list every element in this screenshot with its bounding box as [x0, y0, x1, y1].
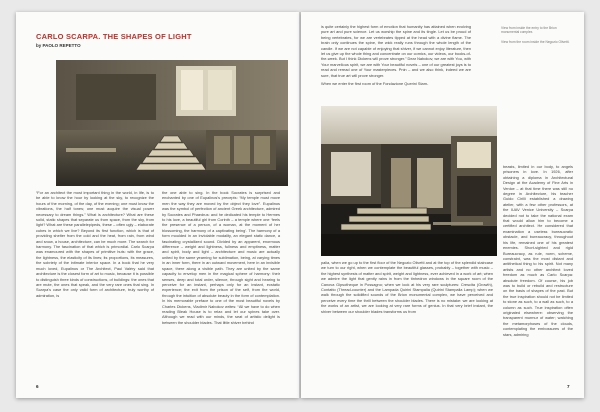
right-intro-column: is quite certainly the highest form of emotion that humanity has attained when evolving pure art and pure science. Let us worship the spine and its tingle. Let us be proud of being vertebrates, for we are vertebrates tipped at the head with a divine flame. The brain only continues the spine, the wick really runs through the whole length of the candle. If we are not capable of enjoying that shiver, if we cannot enjoy literature, then let us give up the whole thing and concentrate on our comics, our videos, our books-of-the-week. But I think Dickens will prove stronger.” Dear Nabokov, we are with You, with Your marvellous spirit, we are with Your beautiful novels – one of our greatest joys is to read and reread one of Your masterpieces. Pnin – and we also think, indeed we are sure, that true art will prove stronger. When we enter the first room of the Fondazione Querini Stam- — [321, 24, 471, 87]
staircase-photo — [56, 60, 288, 186]
right-bottom-column: palia, when we go up to the first floor of the Negozio Olivetti and at the top of the splendid staircase we turn to our right, when we contemplate the beautiful glasses, probably – together with music – the highest synthesis of matter and spirit, weight and lightness, ever achieved in a work of art; when we admire the light that gently rains in from the tinhedron windows in the square room of the Canova Gipsotheque in Possagno; when we look at his very rare sculptures: Crescita (Growth), Contatto (Thread-counter) and the Lampada Quirini Stampalia (Quirini Stampalia Lamp); when we walk through the solidified sounds of the Brion monumental complex, we have perceived and perceive every time the thrill between the shoulder blades. There is no mistake: we are looking at the works of an artist, we are looking at very rare forms of genius. In that very brief instant, the shiver between our shoulder blades transforms us from — [321, 260, 493, 314]
negozio-olivetti-photo — [321, 106, 497, 256]
right-page — [301, 12, 584, 398]
right-side-column: beasts, limited in our body, to angels prisoners in love. In 1926, after obtaining a diploma in Architectural Design at the Academy of Fine Arts in Venice – at that time there was still no degree in Architecture, his teacher Guido Cirilli established a drawing atelier, with a few other professors, at the IUAV Venice University – Scarpa decided not to take the national exam that would allow him to become a certified architect. He considered that examination a useless bureaucratic obstacle, and bureaucracy, throughout his life, remained one of his greatest enemies. Short-sighted and rigid Bureaucracy, as rule, norm, scheme, constraint, was the most distant and antithetical thing to his spirit. Not many artists and no other architect loved freedom as much as Carlo Scarpa: absolute freedom. Of course, his job was to build or rebuild and restructure on the basis of shapes of the past. But the true inspiration should not be limited to stone as such, to a wall as such, to a column as such. True inspiration often originated elsewhere: observing the transparent murmur of water; watching the metamorphoses of the clouds, contemplating the embossures of the stars, admiring — [503, 164, 573, 337]
article-author: by PAOLO REPETTO — [36, 43, 81, 48]
photo-caption-2: View from the room inside the Negozio Olivetti. — [501, 40, 570, 44]
page-number-right: 7 — [567, 384, 570, 389]
page-number-left: 6 — [36, 384, 39, 389]
photo-caption-1: View from inside the entry to the Brion monumental complex. — [501, 26, 557, 35]
left-column-1: “For an architect the most important thing in the world, in life, is to be able to know the hour by looking at the sky, to recognize the hours of the morning, of the day, of the evening; one must know the vibrations, the half tones; one must acquire the visual power necessary to dream things.” What is architecture? What are these solid, static shapes that separate us from space, from the sky, from light? What are these parallelepipeds, these – often ugly – elaborate cubes in which we live? Beyond its first function, which is that of providing shelter from the cold and the heat, from rain, from wind and snow, a house, architecture, can be much more. The search for harmony. The fascination of that which is primordial. Carlo Scarpa was enamoured with the shapes of primitive huts: with the grace, the lightness, the elasticity of its lines; its proportions, its measures, the sobriety of the intimate interior space. In a book that he very much loved, Eupalinos or The Architect, Paul Valéry said that architecture is the closest form of art to music, because it is possible to distinguish three kinds of constructions, of buildings: the ones that are mute, the ones that speak, and the very rare ones that sing. In Scarpa’s case the only valid form of architecture, truly worthy of admiration, is — [36, 190, 154, 298]
article-title: CARLO SCARPA. THE SHAPES OF LIGHT — [36, 32, 192, 41]
left-page — [16, 12, 299, 398]
left-column-2: the one able to sing. In the book Socrates is surprised and enchanted by one of Eupalinos’s precepts: “My temple must move men the way they are moved by the object they love”. Eupalinos was the symbol of perfection of ancient Greek architecture, admired by Socrates and Phaedrus: and he dedicated his temple to Hermes to his love, a beautiful girl from Corinth – a temple where one ‘feels the presence of a person, of a woman, at the moment of her blossoming, the harmony of a captivating being’. The harmony of a form moulded in an inviolable modality, an elegant static dance, a fascinating crystallized sound. Divided by an apparent, enormous difference – weight and lightness, fullness and emptiness, matter and spirit, body and light – architecture and music are actually united by the same yearning for sublimation, being, at varying times in an inner form, there in an outward movement, here in an invisible space, there along a visible path. They are united by the same capacity to envelop men in the magical sphere of harmony: their senses, deep and total order, silence, through sight and hearing to perceive for an instant, perhaps only for an instant, ecstatic experience; the exit from the prison of the self, from the world, through the intuition of absolute beauty in the form of contemplation. In his memorable preface to one of the most beautiful novels by Charles Dickens, Vladimir Nabokov writes: “All we have to do when reading Bleak House is to relax and let our spines take over. Although we read with our minds, the seat of artistic delight is between the shoulder blades. That little shiver behind — [162, 190, 280, 325]
